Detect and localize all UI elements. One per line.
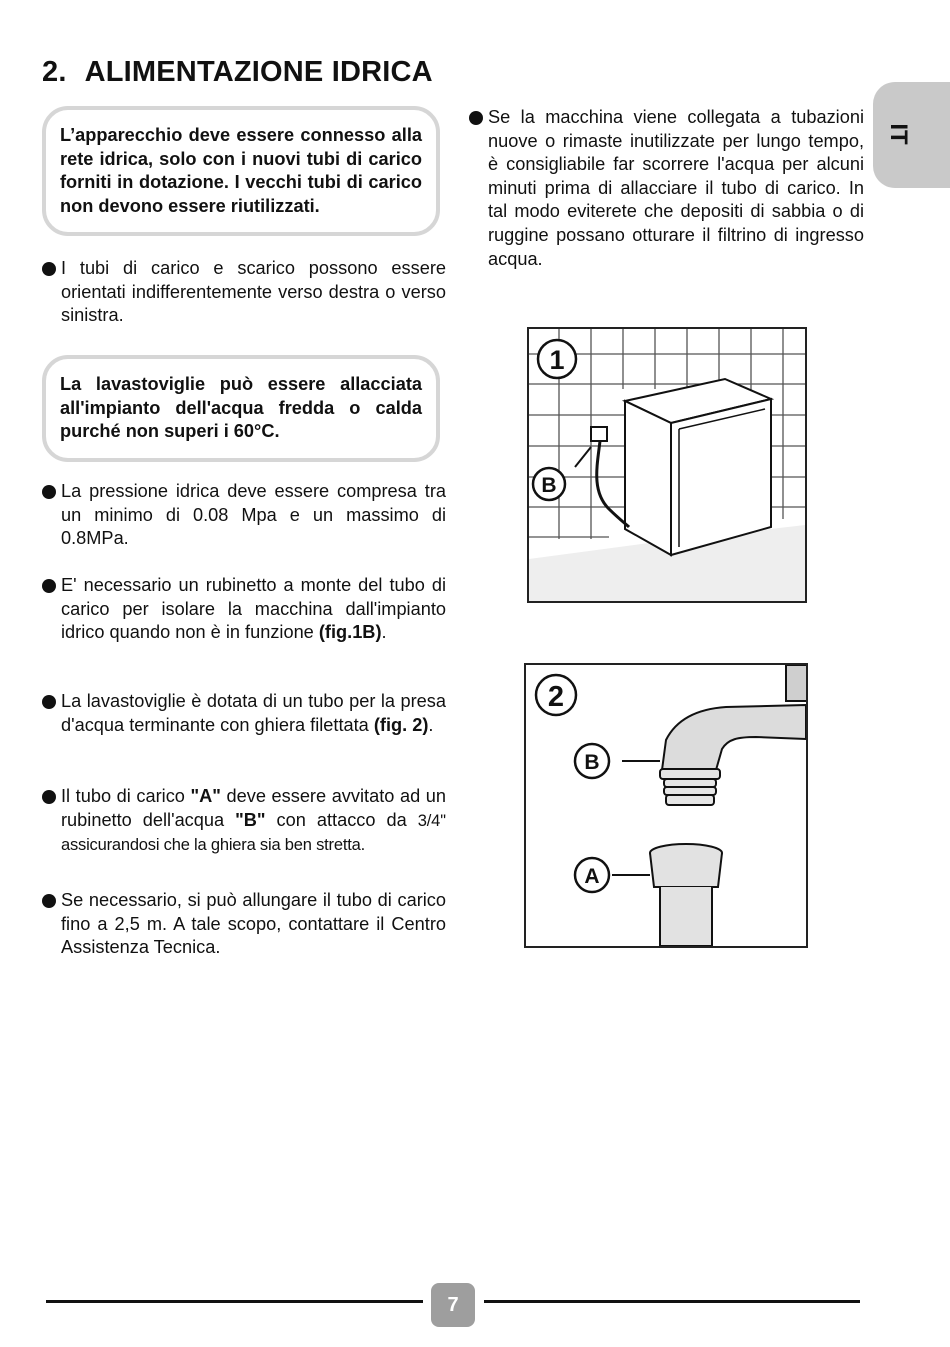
fittings-illustration <box>526 665 806 946</box>
section-number: 2. <box>42 56 67 88</box>
language-tab <box>873 82 950 188</box>
footer-divider-right <box>484 1300 860 1303</box>
list-item-hose-extension: Se necessario, si può allungare il tubo di carico fino a 2,5 m. A tale scopo, contattare il Centro Assistenza Tecnica. <box>42 889 446 960</box>
tap-thread-b <box>660 769 720 805</box>
list-item-threaded-ring: La lavastoviglie è dotata di un tubo per la presa d'acqua terminante con ghiera filettata (fig. 2). <box>42 690 446 737</box>
language-tab-label: IT <box>885 123 912 145</box>
section-title <box>42 56 433 89</box>
list-item-hose-connection: Il tubo di carico "A" deve essere avvitato ad un rubinetto dell'acqua "B" con attacco da 3/4'' assicurandosi che la ghiera sia ben stretta. <box>42 785 446 858</box>
page-number: 7 <box>431 1283 475 1327</box>
bullet-icon <box>42 262 56 276</box>
figure-2-label-a: A <box>584 865 600 888</box>
warning-note-water-temperature: La lavastoviglie può essere allacciata all'impianto dell'acqua fredda o calda purché non superi i 60°C. <box>42 355 440 462</box>
figure-reference: (fig. 2) <box>373 714 429 735</box>
dishwasher-body <box>625 379 771 555</box>
water-tap <box>591 427 607 441</box>
bullet-icon <box>42 485 56 499</box>
list-item-hose-orientation: I tubi di carico e scarico possono essere orientati indifferentemente verso destra o verso sinistra. <box>42 257 446 328</box>
figure-1-dishwasher-connection <box>527 327 807 603</box>
figure-2-label-b: B <box>584 751 600 774</box>
warning-note-new-hoses: L’apparecchio deve essere connesso alla rete idrica, solo con i nuovi tubi di carico forniti in dotazione. I vecchi tubi di carico non devono essere riutilizzati. <box>42 106 440 236</box>
bullet-icon <box>469 111 483 125</box>
bullet-icon <box>42 579 56 593</box>
tap-spout <box>662 705 806 770</box>
list-item-water-pressure: La pressione idrica deve essere compresa tra un minimo di 0.08 Mpa e un massimo di 0.8MPa. <box>42 480 446 551</box>
footer-divider-left <box>46 1300 423 1303</box>
list-item-tap-requirement: E' necessario un rubinetto a monte del tubo di carico per isolare la macchina dall'impianto idrico quando non è in funzione (fig.1B). <box>42 574 446 645</box>
list-item-flush-pipes: Se la macchina viene collegata a tubazioni nuove o rimaste inutilizzate per lungo tempo, è consigliabile far scorrere l'acqua per alcuni minuti prima di allacciare il tubo di carico. In tal modo eviterete che depositi di sabbia o di ruggine possano otturare il filtrino di ingresso acqua. <box>469 106 864 271</box>
figure-reference: (fig.1B) <box>318 622 382 643</box>
section-title-text: ALIMENTAZIONE IDRICA <box>84 56 433 88</box>
bullet-icon <box>42 790 56 804</box>
bullet-icon <box>42 695 56 709</box>
figure-1-number: 1 <box>549 345 565 375</box>
figure-2-number: 2 <box>547 681 565 713</box>
dishwasher-illustration <box>529 329 805 601</box>
figure-1-label-b: B <box>541 474 557 497</box>
hose-ring-a <box>650 844 722 946</box>
bullet-icon <box>42 894 56 908</box>
figure-2-hose-fittings <box>524 663 808 948</box>
